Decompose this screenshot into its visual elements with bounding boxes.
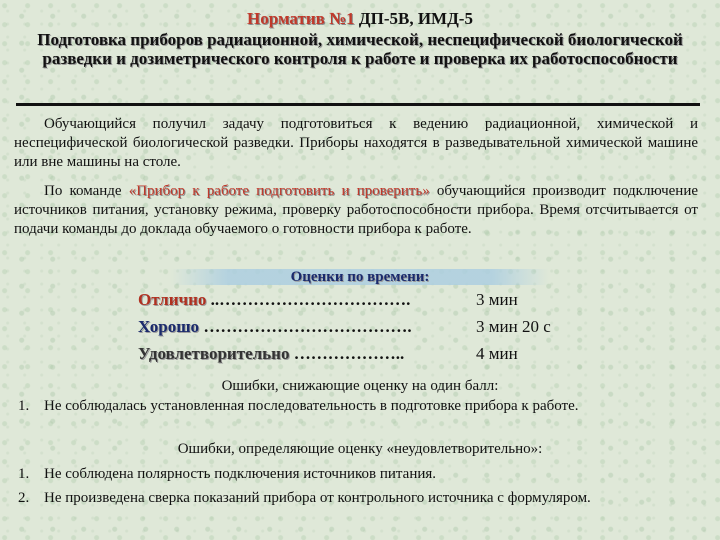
grades-heading <box>0 269 720 286</box>
grade-label: Хорошо <box>138 317 200 336</box>
grade-time: 3 мин <box>476 290 518 309</box>
grade-label: Удовлетворительно <box>138 344 290 363</box>
list-text: Не соблюдена полярность подключения источников питания. <box>44 466 437 482</box>
device-names: ДП-5В, ИМД-5 <box>354 9 473 28</box>
minus-one-errors-heading: Ошибки, снижающие оценку на один балл: <box>221 378 499 394</box>
task-paragraph <box>14 115 698 172</box>
grade-dots: ……………….. <box>289 344 405 363</box>
procedure-after: обучающийся производит подключение источников питания, установку режима, проверку работоспособности прибора. Время отсчитывается от подачи команды до доклада обучаемого о готовности прибора к работе. <box>14 183 698 237</box>
list-item <box>18 465 698 484</box>
list-item <box>18 489 698 508</box>
normative-heading <box>0 9 720 29</box>
grade-row-excellent <box>138 289 608 311</box>
task-text: Обучающийся получил задачу подготовиться к ведению радиационной, химической и неспецифической биологической разведки. Приборы находятся в разведывательной химической машине или вне машины на столе. <box>14 116 698 170</box>
command-quote: «Прибор к работе подготовить и проверить» <box>128 183 430 199</box>
grade-time: 3 мин 20 с <box>476 317 551 336</box>
list-number: 1. <box>18 398 30 414</box>
procedure-before: По команде <box>44 183 129 199</box>
grade-dots: ..……………………………. <box>206 290 411 309</box>
list-number: 1. <box>18 466 30 482</box>
grade-time: 4 мин <box>476 344 518 363</box>
grade-dots: ………………………………. <box>199 317 412 336</box>
fail-errors-heading: Ошибки, определяющие оценку «неудовлетворительно»: <box>177 441 543 457</box>
list-item <box>18 397 698 416</box>
grade-row-satisfactory <box>138 343 608 365</box>
list-number: 2. <box>18 490 30 506</box>
list-text: Не произведена сверка показаний прибора от контрольного источника с формуляром. <box>44 490 591 506</box>
title-divider <box>16 103 700 106</box>
normative-number: Норматив №1 <box>247 9 355 28</box>
grades-title: Оценки по времени: <box>171 269 550 285</box>
list-text: Не соблюдалась установленная последовательность в подготовке прибора к работе. <box>44 398 579 414</box>
procedure-paragraph <box>14 182 698 239</box>
grade-row-good <box>138 316 608 338</box>
grade-label: Отлично <box>138 290 207 309</box>
page-title: Подготовка приборов радиационной, химической, неспецифической биологической разведки и дозиметрического контроля к работе и проверка их работоспособности <box>37 30 683 68</box>
